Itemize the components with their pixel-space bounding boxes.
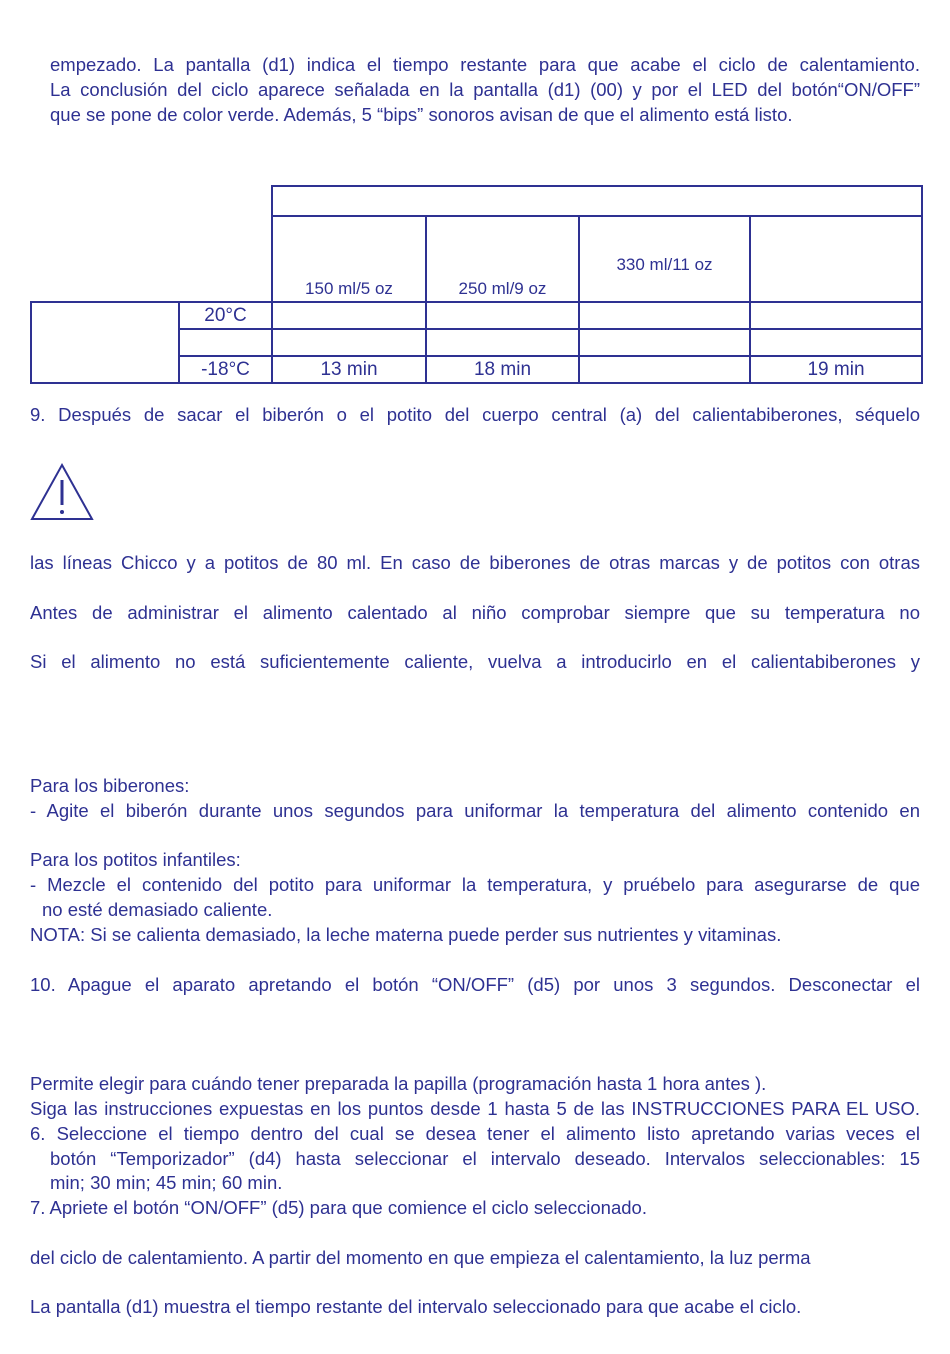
jars-heading: Para los potitos infantiles:	[30, 849, 241, 870]
size-header-250: 250 ml/9 oz	[426, 216, 579, 302]
step-6-line-2: botón “Temporizador” (d4) hasta seleccionar el intervalo deseado. Intervalos seleccionables: 15	[50, 1148, 920, 1169]
step-10: 10. Apague el aparato apretando el botón “ON/OFF” (d5) por unos 3 segundos. Desconectar el	[30, 974, 920, 995]
table-row	[31, 302, 922, 329]
jars-item-line-2: no esté demasiado caliente.	[42, 899, 273, 920]
heating-times-table	[30, 185, 923, 384]
time-cell	[579, 356, 750, 383]
time-cell	[272, 329, 426, 356]
bottles-item: - Agite el biberón durante unos segundos para uniformar la temperatura del alimento contenido en	[30, 800, 920, 821]
timer-follow: Siga las instrucciones expuestas en los puntos desde 1 hasta 5 de las INSTRUCCIONES PARA EL USO.	[30, 1098, 920, 1119]
timer-intro: Permite elegir para cuándo tener preparada la papilla (programación hasta 1 hora antes ).	[30, 1073, 767, 1094]
time-cell	[579, 302, 750, 329]
step-9: 9. Después de sacar el biberón o el potito del cuerpo central (a) del calientabiberones, séquelo	[30, 404, 920, 425]
time-cell	[579, 329, 750, 356]
step-7: 7. Apriete el botón “ON/OFF” (d5) para que comience el ciclo seleccionado.	[30, 1197, 647, 1218]
time-cell	[426, 329, 579, 356]
row-label	[31, 302, 179, 383]
table-header-top	[272, 186, 922, 216]
intro-line-3: que se pone de color verde. Además, 5 “bips” sonoros avisan de que el alimento está listo.	[50, 104, 793, 125]
temp-cell	[179, 329, 272, 356]
temp-cell: -18°C	[179, 356, 272, 383]
warning-icon	[29, 462, 95, 522]
display-line: La pantalla (d1) muestra el tiempo restante del intervalo seleccionado para que acabe el ciclo.	[30, 1296, 802, 1317]
cycle-line: del ciclo de calentamiento. A partir del momento en que empieza el calentamiento, la luz perma	[30, 1247, 811, 1268]
intro-line-2: La conclusión del ciclo aparece señalada en la pantalla (d1) (00) y por el LED del botón“ON/OFF”	[50, 79, 920, 100]
intro-line-1: empezado. La pantalla (d1) indica el tiempo restante para que acabe el ciclo de calentamiento.	[50, 54, 920, 75]
warning-line-2: Antes de administrar el alimento calentado al niño comprobar siempre que su temperatura no	[30, 602, 920, 623]
temp-cell: 20°C	[179, 302, 272, 329]
warning-line-3: Si el alimento no está suficientemente caliente, vuelva a introducirlo en el calientabiberones y	[30, 651, 920, 672]
size-header-150: 150 ml/5 oz	[272, 216, 426, 302]
time-cell	[750, 329, 922, 356]
warning-line-1: las líneas Chicco y a potitos de 80 ml. En caso de biberones de otras marcas y de potitos con otras	[30, 552, 920, 573]
bottles-heading: Para los biberones:	[30, 775, 190, 796]
note: NOTA: Si se calienta demasiado, la leche materna puede perder sus nutrientes y vitaminas.	[30, 924, 782, 945]
time-cell	[426, 302, 579, 329]
time-cell	[750, 302, 922, 329]
time-cell: 18 min	[426, 356, 579, 383]
size-header-330: 330 ml/11 oz	[579, 216, 750, 302]
time-cell	[272, 302, 426, 329]
time-cell: 19 min	[750, 356, 922, 383]
time-cell: 13 min	[272, 356, 426, 383]
jars-item-line-1: - Mezcle el contenido del potito para uniformar la temperatura, y pruébelo para asegurarse de que	[30, 874, 920, 895]
size-header-4	[750, 216, 922, 302]
step-6-line-3: min; 30 min; 45 min; 60 min.	[50, 1172, 283, 1193]
step-6-line-1: 6. Seleccione el tiempo dentro del cual se desea tener el alimento listo apretando varias veces el	[30, 1123, 920, 1144]
